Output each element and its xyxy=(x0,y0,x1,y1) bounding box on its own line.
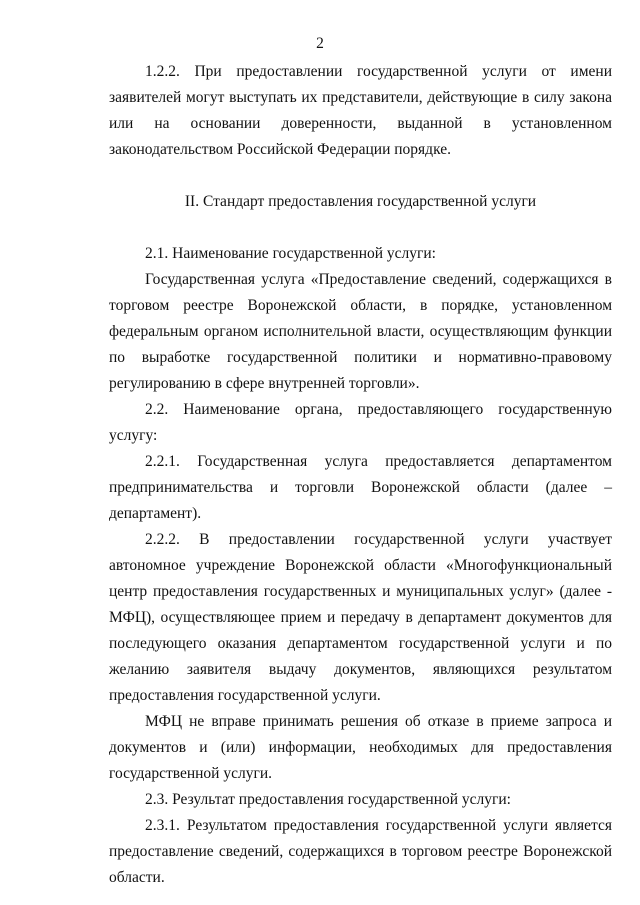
paragraph: 2.2.2. В предоставлении государственной услуги участвует автономное учреждение Воронежской области «Многофункциональный центр предоставления государственных и муниципальных услуг» (далее - МФЦ), осуществляющее прием и передачу в департамент документов для последующего оказания департаментом государственной услуги и по желанию заявителя выдачу документов, являющихся результатом предоставления государственной услуги. xyxy=(109,531,612,704)
paragraph: 2.2. Наименование органа, предоставляющего государственную услугу: xyxy=(109,401,612,444)
paragraph: 2.2.1. Государственная услуга предоставляется департаментом предпринимательства и торговли Воронежской области (далее – департамент). xyxy=(109,453,612,522)
section-heading: II. Стандарт предоставления государственной услуги xyxy=(184,193,537,210)
paragraph: МФЦ не вправе принимать решения об отказе в приеме запроса и документов и (или) информации, необходимых для предоставления государственной услуги. xyxy=(109,713,612,782)
paragraph: 1.2.2. При предоставлении государственной услуги от имени заявителей могут выступать их представители, действующие в силу закона или на основании доверенности, выданной в установленном законодательством Российской Федерации порядке. xyxy=(109,63,612,158)
document-body xyxy=(109,59,612,891)
paragraph: 2.3. Результат предоставления государственной услуги: xyxy=(145,791,511,808)
page-number: 2 xyxy=(316,35,324,52)
paragraph: Государственная услуга «Предоставление сведений, содержащихся в торговом реестре Воронежской области, в порядке, установленном федеральным органом исполнительной власти, осуществляющим функции по выработке государственной политики и нормативно-правовому регулированию в сфере внутренней торговли». xyxy=(109,271,612,392)
paragraph: 2.3.1. Результатом предоставления государственной услуги является предоставление сведений, содержащихся в торговом реестре Воронежской области. xyxy=(109,817,612,886)
paragraph: 2.1. Наименование государственной услуги: xyxy=(145,245,436,262)
